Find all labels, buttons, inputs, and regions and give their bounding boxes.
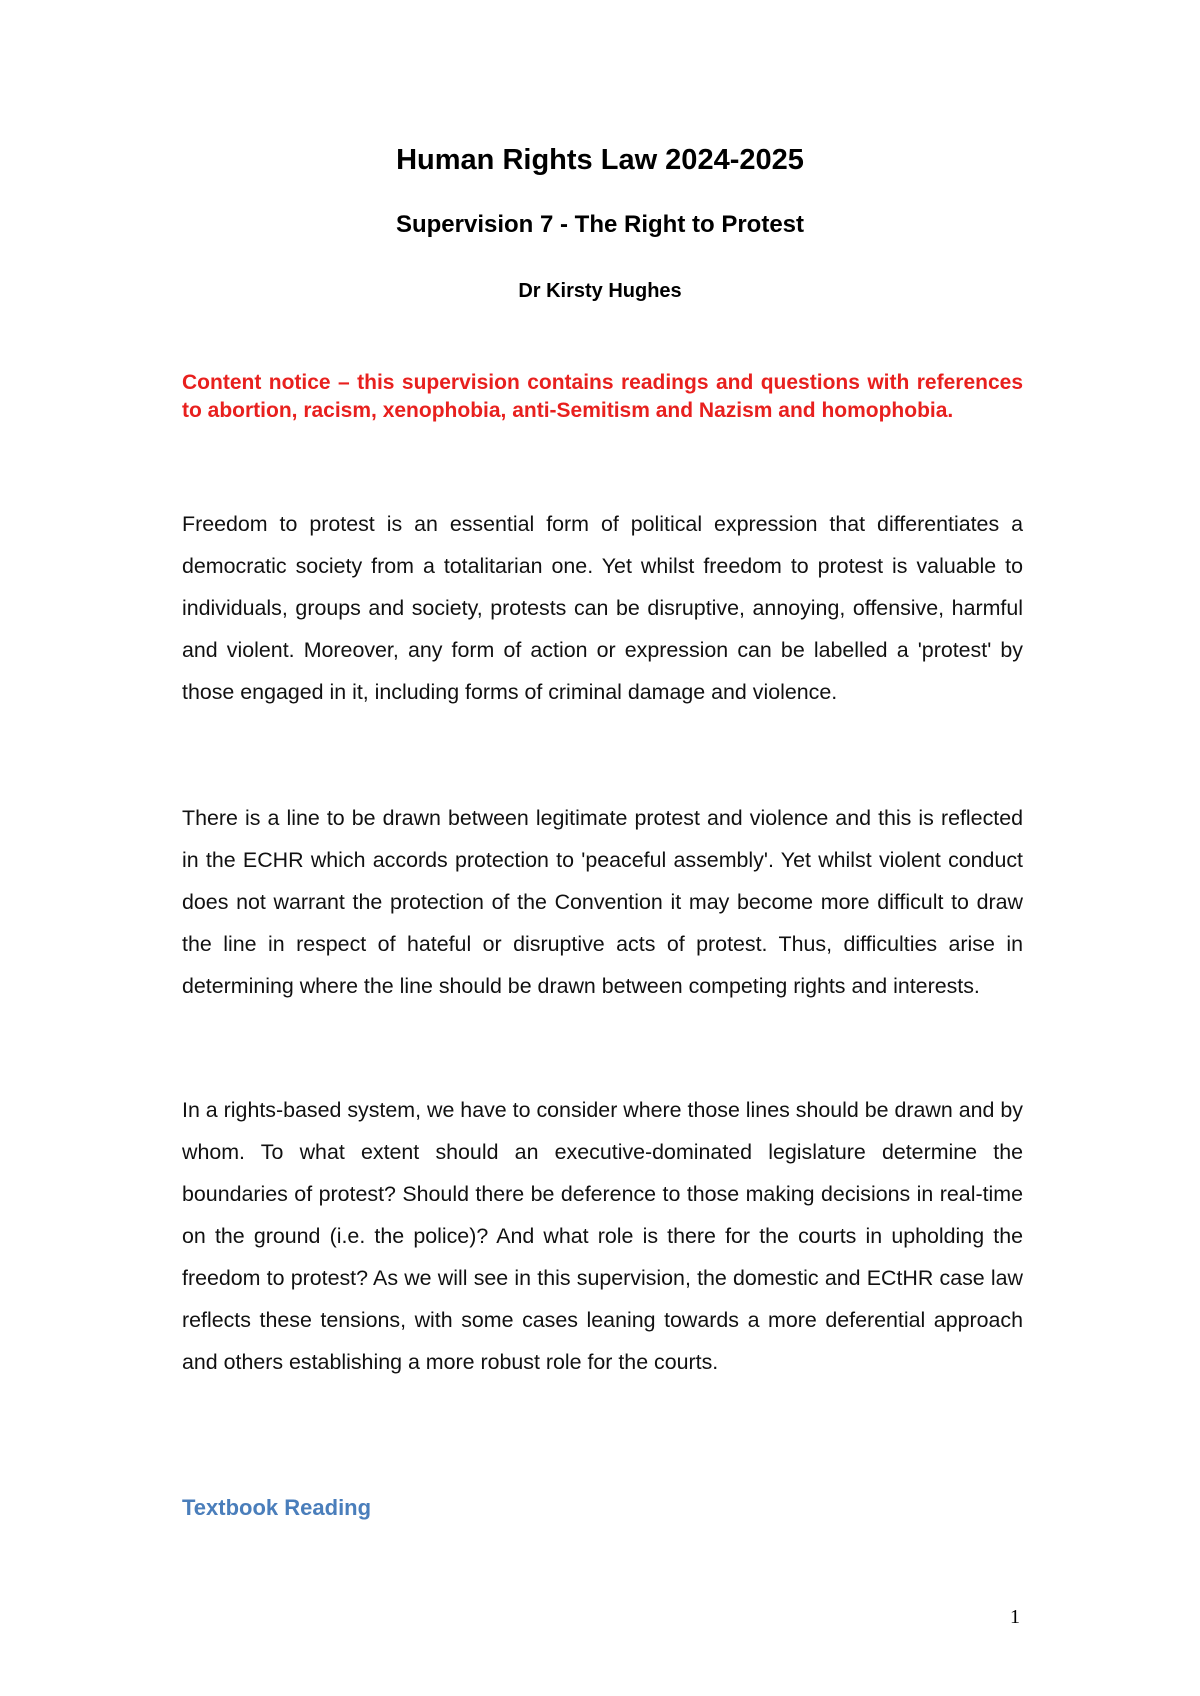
content-notice: Content notice – this supervision contains readings and questions with references to abortion, racism, xenophobia, anti-Semitism and Nazism and homophobia. bbox=[182, 371, 1023, 422]
body-paragraph-2: There is a line to be drawn between legitimate protest and violence and this is reflected in the ECHR which accords protection to 'peaceful assembly'. Yet whilst violent conduct does not warrant the protection of the Convention it may become more difficult to draw the line in respect of hateful or disruptive acts of protest. Thus, difficulties arise in determining where the line should be drawn between competing rights and interests. bbox=[182, 806, 1023, 998]
document-subtitle: Supervision 7 - The Right to Protest bbox=[395, 211, 805, 238]
body-paragraph-3: In a rights-based system, we have to consider where those lines should be drawn and by whom. To what extent should an executive-dominated legislature determine the boundaries of protest? Should there be deference to those making decisions in real-time on the ground (i.e. the police)? And what role is there for the courts in upholding the freedom to protest? As we will see in this supervision, the domestic and ECtHR case law reflects these tensions, with some cases leaning towards a more deferential approach and others establishing a more robust role for the courts. bbox=[182, 1098, 1023, 1374]
document-title: Human Rights Law 2024-2025 bbox=[396, 144, 804, 176]
document-author: Dr Kirsty Hughes bbox=[518, 280, 682, 302]
body-paragraph-1: Freedom to protest is an essential form of political expression that differentiates a democratic society from a totalitarian one. Yet whilst freedom to protest is valuable to individuals, groups and society, protests can be disruptive, annoying, offensive, harmful and violent. Moreover, any form of action or expression can be labelled a 'protest' by those engaged in it, including forms of criminal damage and violence. bbox=[182, 512, 1023, 704]
section-heading-textbook-reading: Textbook Reading bbox=[182, 1495, 372, 1520]
page-number: 1 bbox=[1010, 1606, 1020, 1628]
